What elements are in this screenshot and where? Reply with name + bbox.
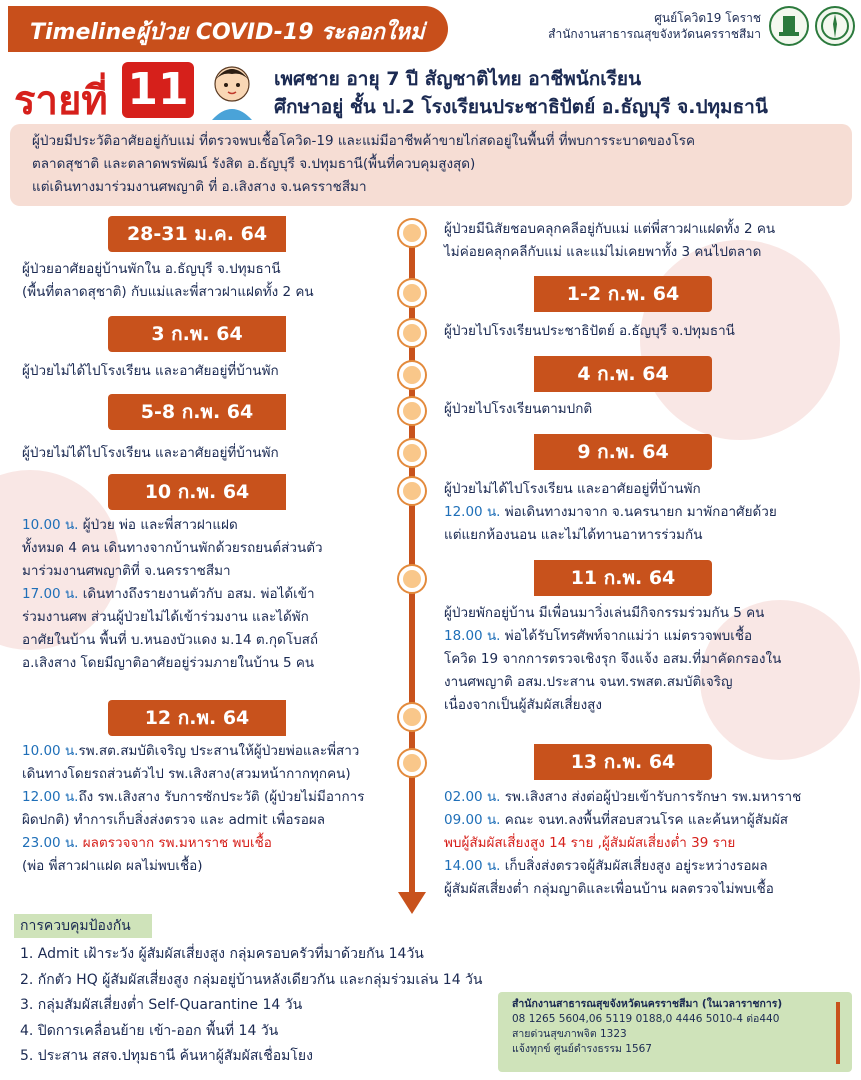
event-time: 12.00 น. — [444, 504, 501, 520]
banner-title: Timelineผู้ป่วย COVID-19 ระลอกใหม่ — [8, 6, 448, 52]
org-line-2: สำนักงานสาธารณสุขจังหวัดนครราชสีมา — [548, 27, 761, 41]
timeline-node — [399, 750, 425, 776]
event-detail: ผลตรวจจาก รพ.มหาราช พบเชื้อ — [78, 835, 272, 851]
event-text — [444, 478, 852, 547]
event-line: ผิดปกติ) ทำการเก็บสิ่งส่งตรวจ และ admit เพื่อรอผล — [22, 812, 326, 828]
date-label: 4 ก.พ. 64 — [534, 356, 712, 392]
case-summary — [10, 124, 852, 206]
contact-box — [498, 992, 852, 1072]
event-text: ผู้ป่วยไม่ได้ไปโรงเรียน และอาศัยอยู่ที่บ้านพัก — [22, 363, 279, 379]
summary-line: ผู้ป่วยมีประวัติอาศัยอยู่กับแม่ ที่ตรวจพบเชื้อโควิด-19 และแม่มีอาชีพค้าขายไก่สดอยู่ในพื้นที่ ที่พบการระบาดของโรค — [32, 133, 696, 149]
contact-accent-bar — [836, 1002, 840, 1064]
event-time: 18.00 น. — [444, 628, 501, 644]
date-label: 3 ก.พ. 64 — [108, 316, 286, 352]
event-line: (พื้นที่ตลาดสุชาติ) กับแม่และพี่สาวฝาแฝดทั้ง 2 คน — [22, 284, 314, 300]
event-line — [444, 786, 852, 809]
org-line-1: ศูนย์โควิด19 โคราช — [654, 11, 761, 25]
event-detail: รพ.สต.สมบัติเจริญ ประสานให้ผู้ป่วยพ่อและพี่สาว — [78, 743, 360, 759]
case-label: รายที่ — [14, 78, 108, 124]
timeline-node — [399, 440, 425, 466]
event-line — [22, 514, 392, 537]
event-line: (พ่อ พี่สาวฝาแฝด ผลไม่พบเชื้อ) — [22, 858, 203, 874]
event-line: ผู้ป่วยพักอยู่บ้าน มีเพื่อนมาวิ่งเล่นมีกิจกรรมร่วมกัน 5 คน — [444, 605, 765, 621]
event-line: ผู้ป่วยอาศัยอยู่บ้านพักใน อ.ธัญบุรี จ.ปทุมธานี — [22, 261, 281, 277]
event-line: เดินทางโดยรถส่วนตัวไป รพ.เสิงสาง(สวมหน้ากากทุกคน) — [22, 766, 351, 782]
event-line: พบผู้สัมผัสเสี่ยงสูง 14 ราย ,ผู้สัมผัสเสี่ยงต่ำ 39 ราย — [444, 835, 736, 851]
event-line: ไม่ค่อยคลุกคลีกับแม่ และแม่ไม่เคยพาทั้ง 3 คนไปตลาด — [444, 244, 762, 260]
control-item: 1. Admit เฝ้าระวัง ผู้สัมผัสเสี่ยงสูง กลุ่มครอบครัวที่มาด้วยกัน 14วัน — [20, 946, 424, 962]
timeline-node — [399, 566, 425, 592]
summary-line: แต่เดินทางมาร่วมงานศพญาติ ที่ อ.เสิงสาง จ.นครราชสีมา — [32, 179, 367, 195]
date-label: 10 ก.พ. 64 — [108, 474, 286, 510]
date-label: 11 ก.พ. 64 — [534, 560, 712, 596]
patient-school-line: ศึกษาอยู่ ชั้น ป.2 โรงเรียนประชาธิปัตย์ อ.ธัญบุรี จ.ปทุมธานี — [274, 96, 768, 118]
event-detail: ผู้ป่วย พ่อ และพี่สาวฝาแฝด — [78, 517, 238, 533]
event-time: 17.00 น. — [22, 586, 79, 602]
event-detail: พ่อเดินทางมาจาก จ.นครนายก มาพักอาศัยด้วย — [500, 504, 777, 520]
control-item: 2. กักตัว HQ ผู้สัมผัสเสี่ยงสูง กลุ่มอยู่บ้านหลังเดียวกัน และกลุ่มร่วมเล่น 14 วัน — [20, 971, 483, 988]
event-text — [444, 602, 852, 717]
event-line: โควิด 19 จากการตรวจเชิงรุก จึงแจ้ง อสม.ที่มาคัดกรองใน — [444, 651, 782, 667]
event-line: แต่แยกห้องนอน และไม่ได้ทานอาหารร่วมกัน — [444, 527, 703, 543]
control-measures-title: การควบคุมป้องกัน — [14, 914, 152, 938]
event-line — [22, 786, 392, 809]
event-line — [22, 583, 392, 606]
event-line — [444, 625, 852, 648]
patient-profile-line: เพศชาย อายุ 7 ปี สัญชาติไทย อาชีพนักเรียน — [274, 68, 642, 90]
event-text — [22, 514, 392, 675]
date-label: 12 ก.พ. 64 — [108, 700, 286, 736]
control-item: 5. ประสาน สสจ.ปทุมธานี ค้นหาผู้สัมผัสเชื่อมโยง — [20, 1048, 313, 1064]
event-line: มาร่วมงานศพญาติที่ จ.นครราชสีมา — [22, 563, 231, 579]
timeline-node — [399, 362, 425, 388]
event-time: 10.00 น. — [22, 517, 79, 533]
boy-icon — [202, 58, 262, 122]
event-time: 14.00 น. — [444, 858, 501, 874]
event-text: ผู้ป่วยไม่ได้ไปโรงเรียน และอาศัยอยู่ที่บ้านพัก — [22, 445, 279, 461]
contact-org: สำนักงานสาธารณสุขจังหวัดนครราชสีมา (ในเวลาราชการ) — [512, 998, 783, 1010]
timeline-node — [399, 478, 425, 504]
timeline-arrow-icon — [398, 892, 426, 914]
event-time: 02.00 น. — [444, 789, 501, 805]
control-item: 4. ปิดการเคลื่อนย้าย เข้า-ออก พื้นที่ 14 วัน — [20, 1022, 279, 1039]
event-line — [22, 740, 392, 763]
event-line: ผู้สัมผัสเสี่ยงต่ำ กลุ่มญาติและเพื่อนบ้าน ผลตรวจไม่พบเชื้อ — [444, 881, 774, 897]
timeline-node — [399, 398, 425, 424]
event-time: 09.00 น. — [444, 812, 501, 828]
date-label: 9 ก.พ. 64 — [534, 434, 712, 470]
event-time: 12.00 น. — [22, 789, 79, 805]
case-number: 11 — [122, 62, 194, 118]
event-line — [444, 855, 852, 878]
contact-complaint: แจ้งทุกข์ ศูนย์ดำรงธรรม 1567 — [512, 1043, 652, 1055]
moph-logo — [815, 6, 855, 46]
event-line — [444, 501, 852, 524]
event-text: ผู้ป่วยไปโรงเรียนประชาธิปัตย์ อ.ธัญบุรี จ.ปทุมธานี — [444, 323, 735, 339]
event-detail: เก็บสิ่งส่งตรวจผู้สัมผัสเสี่ยงสูง อยู่ระหว่างรอผล — [500, 858, 768, 874]
event-detail: เดินทางถึงรายงานตัวกับ อสม. พ่อได้เข้า — [78, 586, 315, 602]
date-label: 13 ก.พ. 64 — [534, 744, 712, 780]
event-detail: รพ.เสิงสาง ส่งต่อผู้ป่วยเข้ารับการรักษา รพ.มหาราช — [500, 789, 802, 805]
event-detail: พ่อได้รับโทรศัพท์จากแม่ว่า แม่ตรวจพบเชื้อ — [500, 628, 753, 644]
timeline-node — [399, 704, 425, 730]
event-line: ร่วมงานศพ ส่วนผู้ป่วยไม่ได้เข้าร่วมงาน และได้พัก — [22, 609, 309, 625]
event-text — [22, 740, 392, 878]
event-text — [444, 218, 852, 264]
control-measures-list — [20, 942, 482, 1070]
control-item: 3. กลุ่มสัมผัสเสี่ยงต่ำ Self-Quarantine 14 วัน — [20, 997, 303, 1013]
contact-phones: 08 1265 5604,06 5119 0188,0 4446 5010-4 ต่อ440 — [512, 1013, 780, 1025]
event-line: อ.เสิงสาง โดยมีญาติอาศัยอยู่ร่วมภายในบ้าน 5 คน — [22, 655, 315, 671]
event-text — [444, 786, 852, 901]
event-line: เนื่องจากเป็นผู้สัมผัสเสี่ยงสูง — [444, 697, 603, 713]
event-time: 23.00 น. — [22, 835, 79, 851]
timeline-node — [399, 280, 425, 306]
event-time: 10.00 น. — [22, 743, 79, 759]
event-line: งานศพญาติ อสม.ประสาน จนท.รพสต.สมบัติเจริญ — [444, 674, 733, 690]
summary-line: ตลาดสุชาติ และตลาดพรพัฒน์ รังสิต อ.ธัญบุรี จ.ปทุมธานี(พื้นที่ควบคุมสูงสุด) — [32, 156, 476, 172]
date-label: 5-8 ก.พ. 64 — [108, 394, 286, 430]
event-detail: ถึง รพ.เสิงสาง รับการซักประวัติ (ผู้ป่วยไม่มีอาการ — [78, 789, 365, 805]
event-line — [22, 832, 392, 855]
event-line: ผู้ป่วยมีนิสัยชอบคลุกคลีอยู่กับแม่ แต่พี่สาวฝาแฝดทั้ง 2 คน — [444, 221, 776, 237]
provincial-office-logo — [769, 6, 809, 46]
event-text: ผู้ป่วยไปโรงเรียนตามปกติ — [444, 401, 593, 417]
contact-hotline: สายด่วนสุขภาพจิต 1323 — [512, 1028, 627, 1040]
event-text — [22, 258, 392, 304]
event-line: ทั้งหมด 4 คน เดินทางจากบ้านพักด้วยรถยนต์ส่วนตัว — [22, 540, 323, 556]
event-line — [444, 809, 852, 832]
event-line: อาศัยในบ้าน พื้นที่ บ.หนองบัวแดง ม.14 ต.กุดโบสถ์ — [22, 632, 319, 648]
timeline-node — [399, 220, 425, 246]
org-name — [548, 10, 761, 42]
timeline-node — [399, 320, 425, 346]
date-label: 1-2 ก.พ. 64 — [534, 276, 712, 312]
event-line: ผู้ป่วยไม่ได้ไปโรงเรียน และอาศัยอยู่ที่บ้านพัก — [444, 481, 701, 497]
date-label: 28-31 ม.ค. 64 — [108, 216, 286, 252]
event-detail: คณะ จนท.ลงพื้นที่สอบสวนโรค และค้นหาผู้สัมผัส — [500, 812, 789, 828]
